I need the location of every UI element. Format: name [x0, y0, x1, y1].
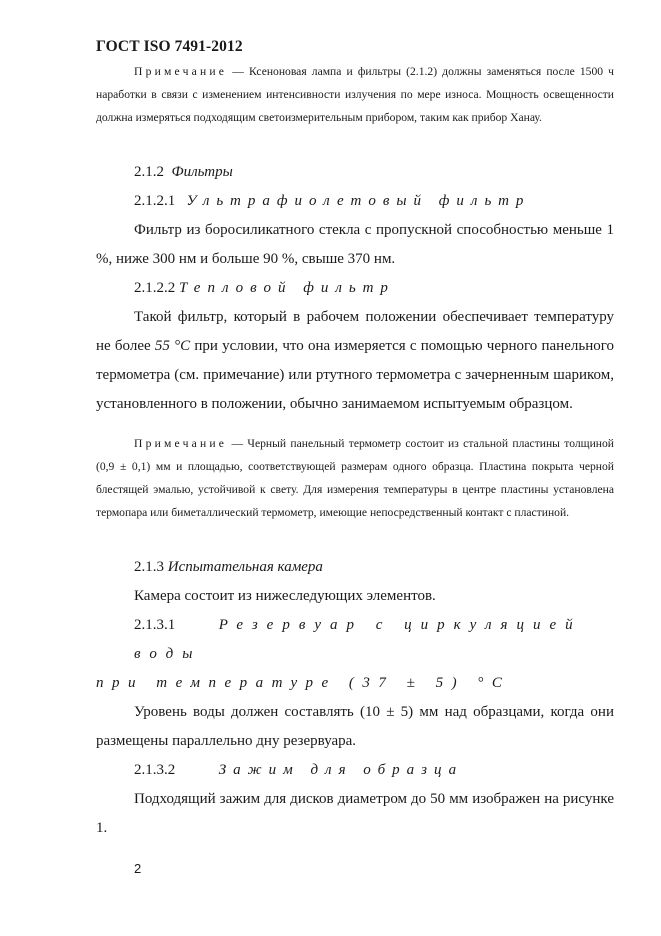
section-number: 2.1.3.1	[134, 617, 176, 633]
paragraph-water-level: Уровень воды должен составлять (10 ± 5) мм над образцами, когда они размещены параллельно дну резервуара.	[96, 704, 614, 749]
note-dash: —	[227, 437, 248, 450]
paragraph-uv-filter: Фильтр из боросиликатного стекла с пропускной способностью меньше 1 %, ниже 300 нм и больше 90 %, свыше 370 нм.	[96, 222, 614, 267]
heat-filter-text-b: при условии, что она измеряется с помощью черного панельного термометра (см. примечание) или ртутного термометра с зачерненным шариком, установленного в положении, обычно занимаемом испытуемым образцом.	[96, 338, 615, 412]
section-2-1-3-heading	[96, 553, 614, 582]
section-2-1-3-2-heading	[96, 756, 614, 785]
section-number: 2.1.3.2	[134, 762, 176, 778]
section-title-line2: при температуре (37 ± 5) °С	[96, 675, 511, 691]
section-2-1-2-heading	[96, 158, 614, 187]
section-2-1-3-1-heading	[96, 611, 614, 669]
section-number: 2.1.2.2	[134, 280, 176, 296]
paragraph-chamber: Камера состоит из нижеследующих элементов.	[134, 588, 436, 604]
section-title: Ультрафиолетовый фильтр	[186, 193, 531, 209]
section-number: 2.1.3	[134, 559, 164, 575]
note-label: Примечание	[134, 437, 228, 450]
section-2-1-3-1-heading-cont	[96, 669, 614, 698]
section-title-line1: Резервуар с циркуляцией воды	[134, 617, 582, 662]
note-dash: —	[227, 65, 249, 78]
paragraph-clamp: Подходящий зажим для дисков диаметром до 50 мм изображен на рисунке 1.	[96, 791, 614, 836]
page-number: 2	[134, 861, 142, 876]
note-lamp-replacement	[96, 60, 614, 129]
section-title: Испытательная камера	[167, 559, 323, 575]
note-text: Черный панельный термометр состоит из стальной пластины толщиной (0,9 ± 0,1) мм и площадью, соответствующей размерам одного образца. Пластина покрыта черной блестящей эмалью, устойчивой к свету. Для измерения температуры в центре пластины установлена термопара или биметаллический термометр, имеющие непосредственный контакт с пластиной.	[96, 437, 614, 519]
section-title: Тепловой фильтр	[179, 280, 395, 296]
note-label: Примечание	[134, 65, 228, 78]
main-text-block-2	[96, 553, 614, 843]
section-title: Зажим для образца	[218, 762, 464, 778]
note-black-panel-thermometer	[96, 432, 614, 524]
heat-filter-text-a: Такой фильтр, который в рабочем положении обеспечивает температуру не более	[96, 309, 614, 354]
paragraph-heat-filter	[96, 303, 614, 419]
section-2-1-2-1-heading	[96, 187, 614, 216]
heat-filter-temperature: 55 °С	[154, 338, 191, 354]
note-text: Ксеноновая лампа и фильтры (2.1.2) должны заменяться после 1500 ч наработки в связи с изменением интенсивности излучения по мере износа. Мощность освещенности должна измеряться подходящим светоизмерительным прибором, таким как прибор Ханау.	[96, 65, 615, 124]
document-header: ГОСТ ISO 7491-2012	[96, 38, 243, 55]
section-title: Фильтры	[171, 164, 233, 180]
main-text-block-1	[96, 158, 614, 419]
section-number: 2.1.2	[134, 164, 164, 180]
section-number: 2.1.2.1	[134, 193, 176, 209]
section-2-1-2-2-heading	[96, 274, 614, 303]
